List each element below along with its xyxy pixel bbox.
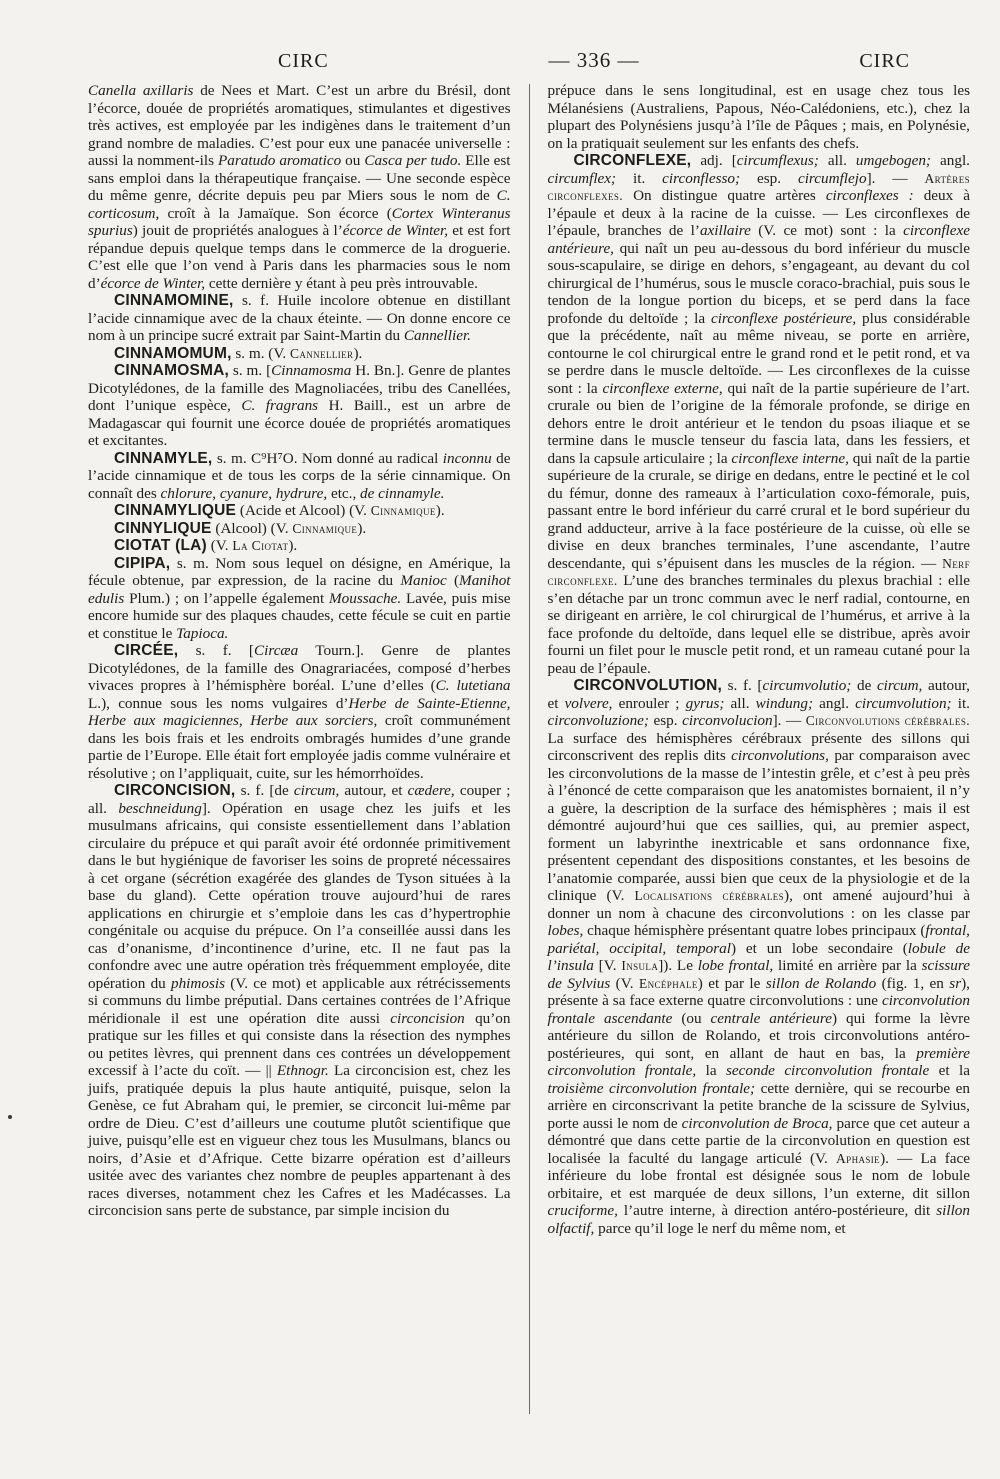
left-column	[88, 82, 511, 1414]
running-head-left: CIRC	[278, 50, 329, 72]
entry-ciotat: CIOTAT (LA) (V. La Ciotat).	[114, 537, 298, 554]
cross-reference: Cinnamique	[292, 520, 358, 536]
subheading: Artères circonflexes.	[547, 170, 970, 203]
cross-reference: Insula	[621, 958, 659, 973]
entry-cipipa: CIPIPA, s. m. Nom sous lequel on désigne, en Amérique, la fécule obtenue, par expression, de la racine du Manioc (Manihot edulis Plum.) ; on l’appelle également Moussache. Lavée, puis mise encore humide sur des plaques chaudes, cette fécule se cuit en partie et constitue le Tapioca.	[88, 554, 511, 642]
headword: CINNAMYLE,	[114, 449, 213, 467]
cross-reference: Localisations cérébrales	[634, 888, 785, 903]
entry-canella-continuation: Canella axillaris de Nees et Mart. C’est un arbre du Brésil, dont l’écorce, douée de propriétés aromatiques, stimulantes et digestives très actives, est employée par les indigènes dans le traitement d’un grand nombre de maladies. C’est pour eux une panacée universelle : aussi la nomment-ils Paratudo aromatico ou Casca per tudo. Elle est sans emploi dans la thérapeutique française. — Une seconde espèce du même genre, décrite depuis peu par Miers sous le nom de C. corticosum, croît à la Jamaïque. Son écorce (Cortex Winteranus spurius) jouit de propriétés analogues à l’écorce de Winter, et est fort répandue depuis quelque temps dans le commerce de la droguerie. C’est elle que l’on vend à Paris dans les pharmacies sous le nom d’écorce de Winter, cette dernière y étant à peu près introuvable.	[88, 82, 511, 292]
entry-circoncision: CIRCONCISION, s. f. [de circum, autour, et cædere, couper ; all. beschneidung]. Opération en usage chez les juifs et les musulmans africains, qui consiste essentiellement dans l’ablation circulaire du prépuce et qui paraît avoir été ordonnée primitivement dans le but hygiénique de favoriser les soins de propreté nécessaires à cet organe (sécrétion exagérée des glandes de Tyson situées à la base du gland). Cette opération trouve aujourd’hui de rares applications en chirurgie et s’emploie dans les cas d’hypertrophie congénitale ou acquise du prépuce. On l’a conseillée aussi dans les cas d’onanisme, d’incontinence d’urine, etc. Il ne faut pas la confondre avec une autre opération très fréquemment employée, dite opération du phimosis (V. ce mot) et applicable aux rétrécissements si communs du limbe préputial. Dans certaines contrées de l’Afrique méridionale il est une opération dite aussi circoncision qu’on pratique sur les filles et qui consiste dans la résection des nymphes ou petites lèvres, qui prennent dans ces contrées un développement excessif à l’acte du coït. — || Ethnogr. La circoncision est, chez les juifs, pratiquée depuis la plus haute antiquité, puisque, selon la Genèse, ce fut Abraham qui, le premier, se circoncit lui-même par ordre de Dieu. C’est d’ailleurs une coutume plutôt scientifique que juive, puisqu’elle est en vigueur chez tous les Musulmans, blancs ou noirs, d’Asie et d’Afrique. Cette bizarre opération est d’ailleurs usitée avec des variantes chez nombre de peuples appartenant à des races diverses, notamment chez les Cafres et les Madécasses. La circoncision sans perte de substance, par simple incision du	[88, 782, 511, 1219]
running-head-right: CIRC	[859, 50, 910, 72]
column-divider	[529, 84, 530, 1414]
entry-circonvolution: CIRCONVOLUTION, s. f. [circumvolutio; de circum, autour, et volvere, enrouler ; gyrus; all. windung; angl. circumvolution; it. circonvoluzione; esp. circonvolucion]. — Circonvolutions cérébrales. La surface des hémisphères cérébraux présente des sillons qui circonscrivent des replis dits circonvolutions, par comparaison avec les circonvolutions de la masse de l’intestin grêle, et c’est à peu près à l’énoncé de cette comparaison que les anatomistes bornaient, il n’y a guère, la description de la surface des hémisphères ; mais il est démontré aujourd’hui que ces saillies, qui, au premier aspect, forment un labyrinthe inextricable et sans ordonnance fixe, présentent cependant des dispositions constantes, et les besoins de l’anatomie comparée, aussi bien que ceux de la physiologie et de la clinique (V. Localisations cérébrales), ont amené aujourd’hui à donner un nom à chacune des circonvolutions : on les classe par lobes, chaque hémisphère présentant quatre lobes principaux (frontal, pariétal, occipital, temporal) et un lobe secondaire (lobule de l’insula [V. Insula]). Le lobe frontal, limité en arrière par la scissure de Sylvius (V. Encéphale) et par le sillon de Rolando (fig. 1, en sr), présente à sa face externe quatre circonvolutions : une circonvolution frontale ascendante (ou centrale antérieure) qui forme la lèvre antérieure du sillon de Rolando, et trois circonvolutions antéro-postérieures, qui sont, en allant de haut en bas, la première circonvolution frontale, la seconde circonvolution frontale et la troisième circonvolution frontale; cette dernière, qui se recourbe en arrière en circonscrivant la petite branche de la scissure de Sylvius, porte aussi le nom de circonvolution de Broca, parce que cet auteur a démontré que dans cette partie de la circonvolution en question est localisée la faculté du langage articulé (V. Aphasie). — La face inférieure du lobe frontal est désignée sous le nom de lobule orbitaire, et est marquée de deux sillons, l’un externe, dit sillon cruciforme, l’autre interne, à direction antéro-postérieure, dit sillon olfactif, parce qu’il loge le nerf du même nom, et	[547, 677, 970, 1237]
headword: CIPIPA,	[114, 554, 171, 572]
entry-cinnamyle: CINNAMYLE, s. m. C⁹H⁷O. Nom donné au radical inconnu de l’acide cinnamique et de tous les corps de la série cinnamique. On connaît des chlorure, cyanure, hydrure, etc., de cinnamyle.	[88, 449, 511, 502]
headword: CIOTAT (LA)	[114, 537, 207, 554]
text-columns	[88, 82, 970, 1414]
entry-cinnamylique: CINNAMYLIQUE (Acide et Alcool) (V. Cinnamique).	[114, 502, 445, 519]
headword: CIRCONVOLUTION,	[573, 677, 723, 694]
headword: CIRCONFLEXE,	[573, 152, 692, 169]
headword: CINNAMOSMA,	[114, 362, 229, 379]
headword: CINNYLIQUE	[114, 519, 212, 537]
entry-cinnylique: CINNYLIQUE (Alcool) (V. Cinnamique).	[114, 519, 367, 537]
cross-reference: Cinnamique	[370, 503, 436, 518]
entry-cinnamomum: CINNAMOMUM, s. m. (V. Cannellier).	[114, 344, 363, 362]
subheading: Nerf circonflexe.	[547, 555, 970, 588]
ink-speck	[8, 1115, 12, 1119]
headword: CINNAMOMUM,	[114, 344, 232, 362]
entry-cinnamomine: CINNAMOMINE, s. f. Huile incolore obtenue en distillant l’acide cinnamique avec de la chaux éteinte. — On donne encore ce nom à un principe sucré extrait par Saint-Martin du Cannellier.	[88, 292, 511, 344]
headword: CINNAMYLIQUE	[114, 502, 237, 519]
cross-reference: Aphasie	[836, 1150, 881, 1166]
entry-cinnamosma: CINNAMOSMA, s. m. [Cinnamosma H. Bn.]. Genre de plantes Dicotylédones, de la famille des Magnoliacées, tribu des Canellées, dont l’unique espèce, C. fragrans H. Baill., est un arbre de Madagascar qui fournit une écorce douée de propriétés aromatiques et excitantes.	[88, 362, 511, 449]
entry-circee: CIRCÉE, s. f. [Circæa Tourn.]. Genre de plantes Dicotylédones, de la famille des Onagrariacées, composé d’herbes vivaces propres à l’hémisphère boréal. L’une d’elles (C. lutetiana L.), connue sous les noms vulgaires d’Herbe de Sainte-Etienne, Herbe aux magiciennes, Herbe aux sorciers, croît communément dans les bois frais et les endroits ombragés humides d’une grande partie de l’Europe. Elle était fort employée jadis comme vulnéraire et résolutive ; on l’appliquait, cuite, sur les hémorrhoïdes.	[88, 642, 511, 782]
entry-circonflexe: CIRCONFLEXE, adj. [circumflexus; all. umgebogen; angl. circumflex; it. circonflesso; esp. circumflejo]. — Artères circonflexes. On distingue quatre artères circonflexes : deux à l’épaule et deux à la racine de la cuisse. — Les circonflexes de l’épaule, branches de l’axillaire (V. ce mot) sont : la circonflexe antérieure, qui naît un peu au-dessous du bord inférieur du muscle sous-scapulaire, se dirige en dehors, s’engageant, au devant du col chirurgical de l’humérus, sous le muscle coraco-brachial, puis sous le tendon de la longue portion du biceps, et se perd dans la face profonde du deltoïde ; la circonflexe postérieure, plus considérable que la précédente, naît au même niveau, se porte en arrière, contourne le col chirurgical entre le grand rond et le petit rond, et va se perdre dans le muscle deltoïde. — Les circonflexes de la cuisse sont : la circonflexe externe, qui naît de la partie supérieure de l’art. crurale ou bien de l’origine de la fémorale profonde, se dirige en dehors entre le droit antérieur et le tendon du psoas iliaque et se termine dans le muscle tenseur du fascia lata, dans les fessiers, et dans la capsule articulaire ; la circonflexe interne, qui naît de la partie supérieure de la crurale, se dirige en dedans, entre le pectiné et le col du fémur, donne des rameaux à l’articulation coxo-fémorale, puis, passant entre le bord inférieur du carré crural et le bord supérieur du grand adducteur, arrive à la face postérieure de la cuisse, où elle se divise en deux branches terminales, l’une ascendante, l’autre descendante, qui s’épuisent dans les muscles de la région. — Nerf circonflexe. L’une des branches terminales du plexus brachial : elle s’en détache par un tronc commun avec le nerf radial, contourne, en se dirigeant en arrière, le col chirurgical de l’humérus, et arrive à la face profonde du deltoïde, dans lequel elle se distribue, après avoir fourni un filet pour le muscle petit rond, et un rameau cutané pour la peau de l’épaule.	[547, 152, 970, 677]
right-column	[547, 82, 970, 1414]
cross-reference: Cannellier	[289, 345, 354, 361]
running-head	[88, 48, 970, 78]
headword: CIRCÉE,	[114, 642, 179, 659]
entry-circoncision-continuation: prépuce dans le sens longitudinal, est en usage chez tous les Mélanésiens (Australiens, Papous, Néo-Calédoniens, etc.), chez la plupart des Polynésiens jusqu’à l’île de Pâques ; mais, en Polynésie, on la pratiquait seulement sur les enfants des chefs.	[547, 82, 970, 152]
page-number: — 336 —	[548, 48, 640, 72]
cross-reference: Encéphale	[638, 975, 698, 991]
headword: CINNAMOMINE,	[114, 292, 234, 309]
cross-reference: La Ciotat	[232, 538, 289, 553]
subheading: Circonvolutions cérébrales.	[805, 713, 970, 728]
headword: CIRCONCISION,	[114, 782, 236, 799]
